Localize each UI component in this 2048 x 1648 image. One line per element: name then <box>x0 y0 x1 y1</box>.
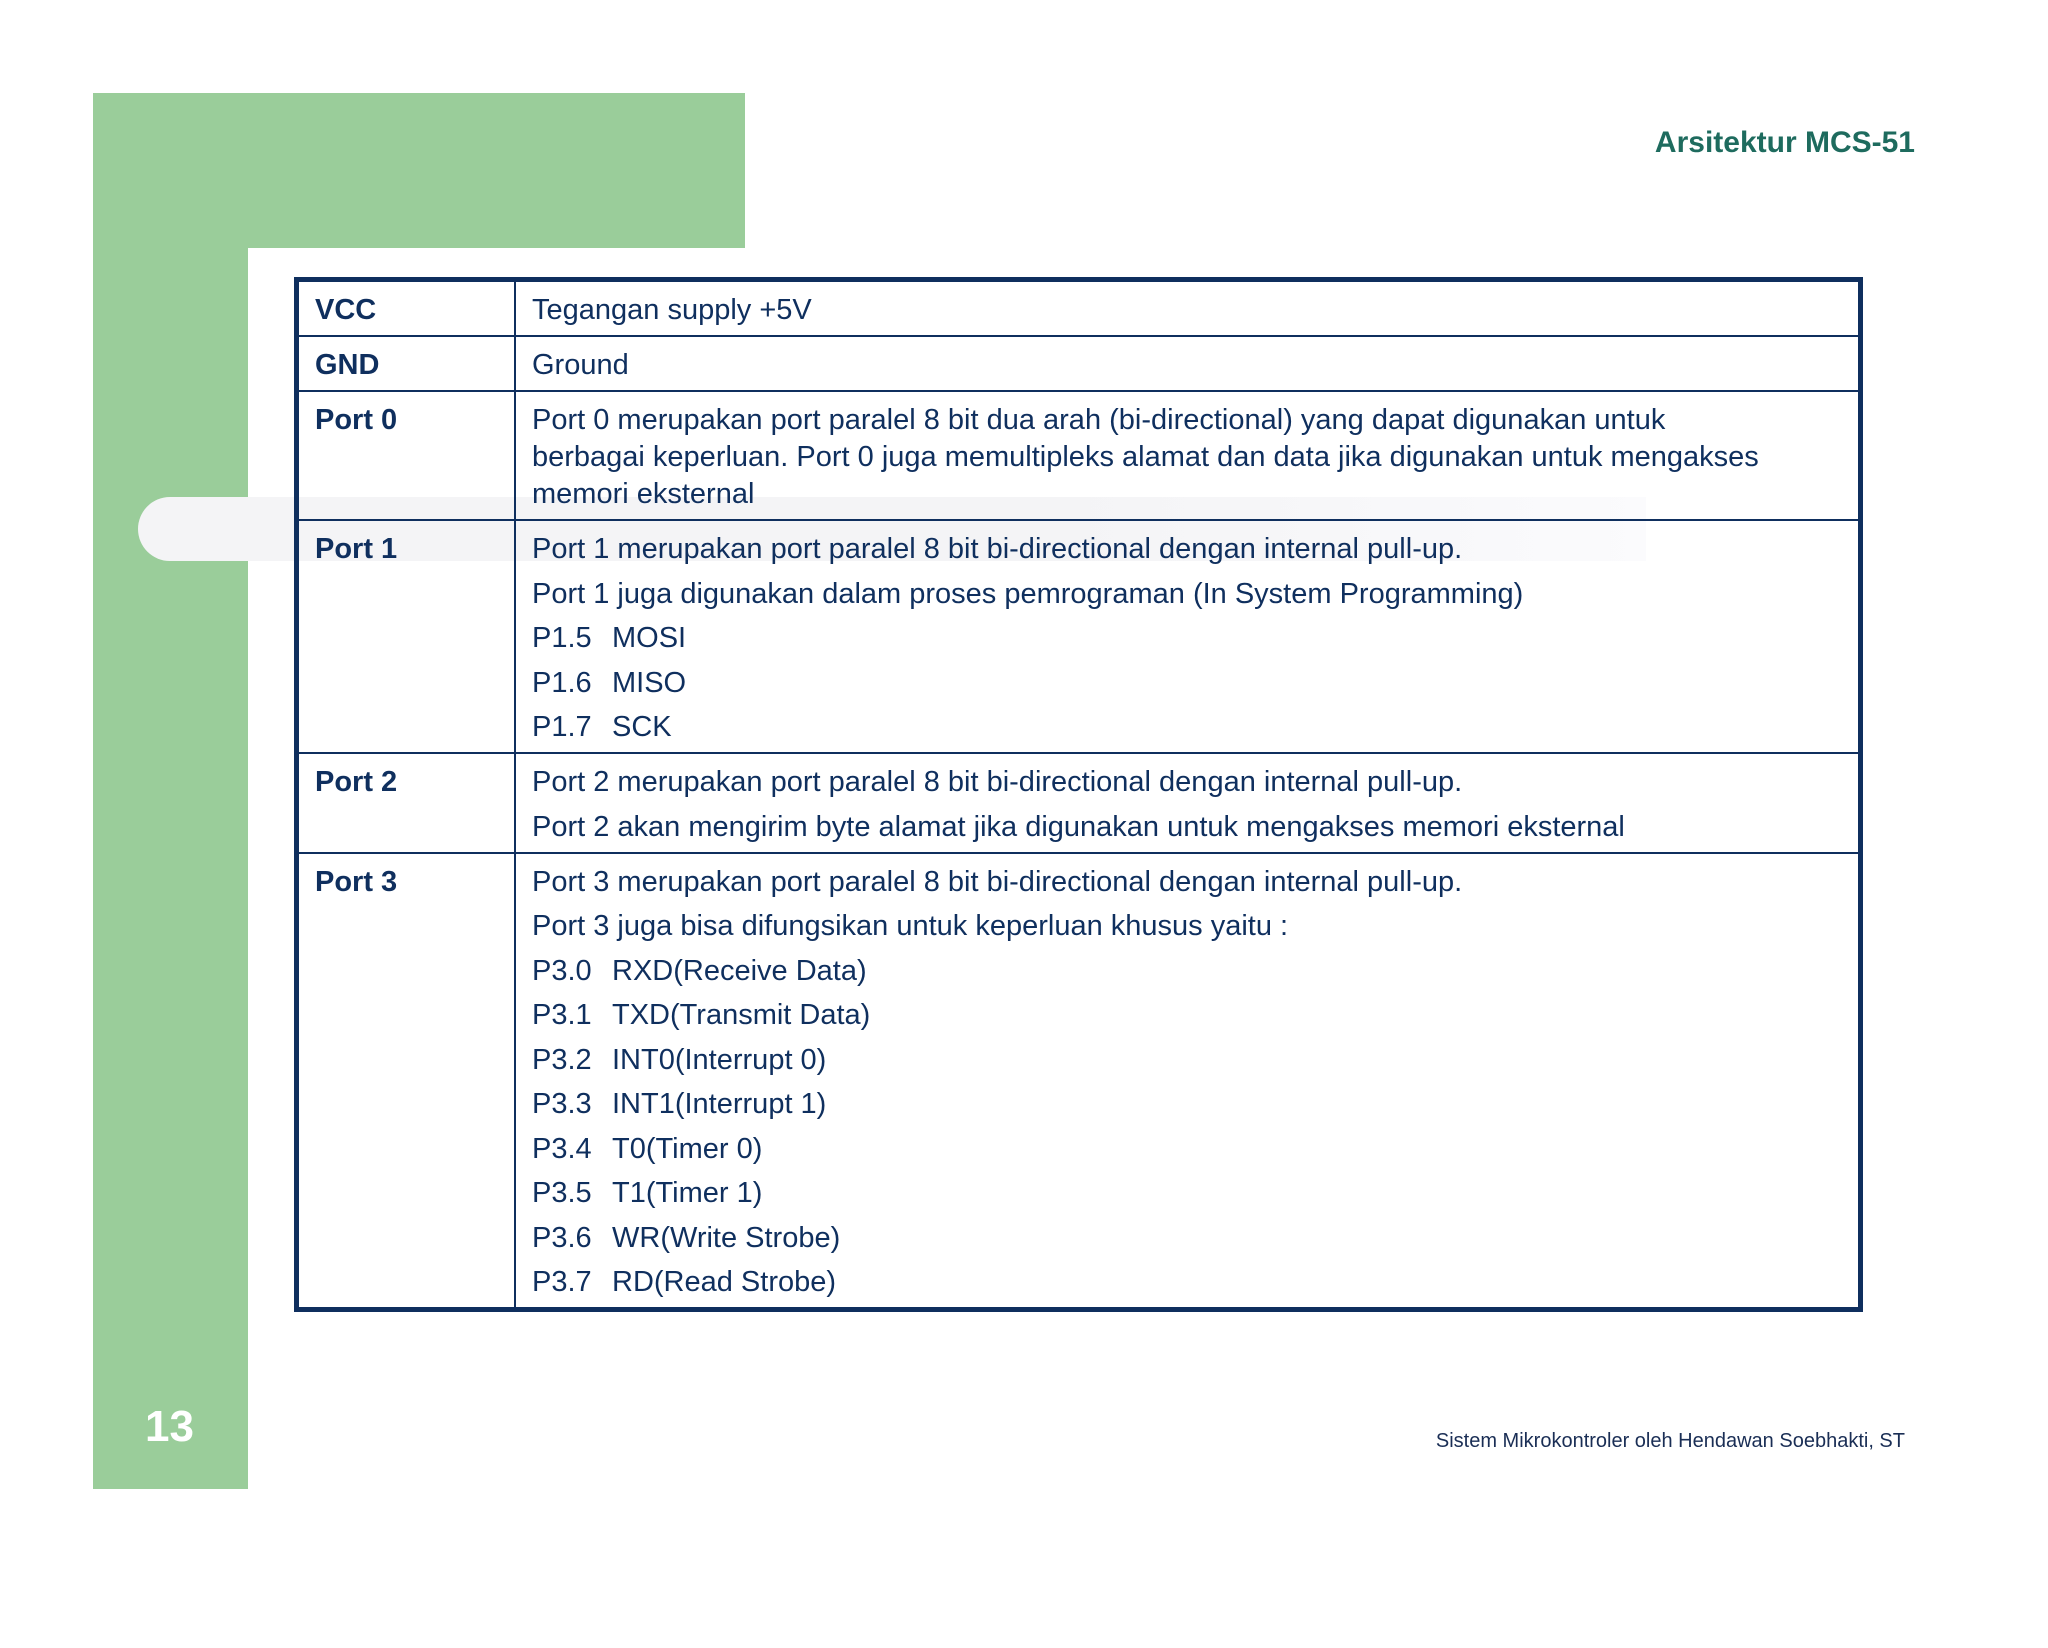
description-line: Port 0 merupakan port paralel 8 bit dua arah (bi-directional) yang dapat digunakan untuk <box>532 404 1666 436</box>
subpin-line <box>532 665 1842 702</box>
subpin-function: RD(Read Strobe) <box>612 1266 837 1298</box>
pin-name: Port 2 <box>297 753 516 853</box>
subpin-code: P3.4 <box>532 1132 592 1165</box>
subpin-line <box>532 1220 1842 1257</box>
pin-description <box>515 753 1861 853</box>
subpin-code: P3.7 <box>532 1266 592 1298</box>
footer-credit: Sistem Mikrokontroler oleh Hendawan Soebhakti, ST <box>1435 1430 1905 1452</box>
subpin-function: SCK <box>612 711 672 743</box>
subpin-function: MISO <box>612 666 687 699</box>
description-line: Port 3 merupakan port paralel 8 bit bi-directional dengan internal pull-up. <box>532 865 1463 898</box>
subpin-line <box>532 1175 1842 1212</box>
subpin-function: MOSI <box>612 622 687 654</box>
description-line: Ground <box>532 349 629 381</box>
description-line: Port 2 merupakan port paralel 8 bit bi-directional dengan internal pull-up. <box>532 766 1463 798</box>
pin-name: VCC <box>297 280 516 337</box>
description-line: Port 1 merupakan port paralel 8 bit bi-directional dengan internal pull-up. <box>532 533 1463 565</box>
pin-description-table <box>294 277 1863 1312</box>
subpin-code: P3.2 <box>532 1043 592 1076</box>
green-sidebar-band <box>93 93 248 1489</box>
table-row-gnd <box>297 336 1861 391</box>
subpin-line <box>532 709 1842 746</box>
table-row-vcc <box>297 280 1861 337</box>
subpin-function: T1(Timer 1) <box>612 1177 763 1209</box>
table-row-port2 <box>297 753 1861 853</box>
subpin-code: P1.7 <box>532 711 592 743</box>
subpin-function: T0(Timer 0) <box>612 1132 763 1165</box>
table-row-port0 <box>297 391 1861 520</box>
subpin-line <box>532 1086 1842 1123</box>
pin-description <box>515 520 1861 753</box>
slide-title: Arsitektur MCS-51 <box>1654 126 1915 159</box>
subpin-code: P1.6 <box>532 666 592 699</box>
subpin-code: P3.1 <box>532 999 592 1031</box>
subpin-line <box>532 1042 1842 1079</box>
pin-description <box>515 853 1861 1310</box>
subpin-code: P1.5 <box>532 622 592 654</box>
subpin-line <box>532 620 1842 657</box>
subpin-line <box>532 953 1842 990</box>
pin-description <box>515 336 1861 391</box>
subpin-code: P3.6 <box>532 1221 592 1254</box>
subpin-function: WR(Write Strobe) <box>612 1221 841 1254</box>
subpin-line <box>532 1131 1842 1168</box>
description-line: berbagai keperluan. Port 0 juga memultipleks alamat dan data jika digunakan untuk mengakses <box>532 441 1759 473</box>
description-line: Port 3 juga bisa difungsikan untuk keperluan khusus yaitu : <box>532 910 1289 942</box>
pin-name: Port 3 <box>297 853 516 1310</box>
green-top-band <box>93 93 745 248</box>
subpin-function: INT0(Interrupt 0) <box>612 1043 827 1076</box>
subpin-function: TXD(Transmit Data) <box>612 999 871 1031</box>
pin-name: Port 1 <box>297 520 516 753</box>
subpin-line <box>532 1264 1842 1301</box>
subpin-line <box>532 997 1842 1034</box>
description-line: Port 1 juga digunakan dalam proses pemrograman (In System Programming) <box>532 577 1524 610</box>
pin-description <box>515 391 1861 520</box>
subpin-function: INT1(Interrupt 1) <box>612 1088 827 1120</box>
description-line: memori eksternal <box>532 478 755 510</box>
subpin-code: P3.0 <box>532 954 592 987</box>
pin-name: Port 0 <box>297 391 516 520</box>
table-row-port1 <box>297 520 1861 753</box>
subpin-code: P3.3 <box>532 1088 592 1120</box>
subpin-function: RXD(Receive Data) <box>612 954 867 987</box>
table-row-port3 <box>297 853 1861 1310</box>
description-line: Tegangan supply +5V <box>532 294 812 326</box>
pin-name: GND <box>297 336 516 391</box>
description-line: Port 2 akan mengirim byte alamat jika digunakan untuk mengakses memori eksternal <box>532 810 1625 843</box>
page-number: 13 <box>145 1402 194 1451</box>
pin-description <box>515 280 1861 337</box>
subpin-code: P3.5 <box>532 1177 592 1209</box>
